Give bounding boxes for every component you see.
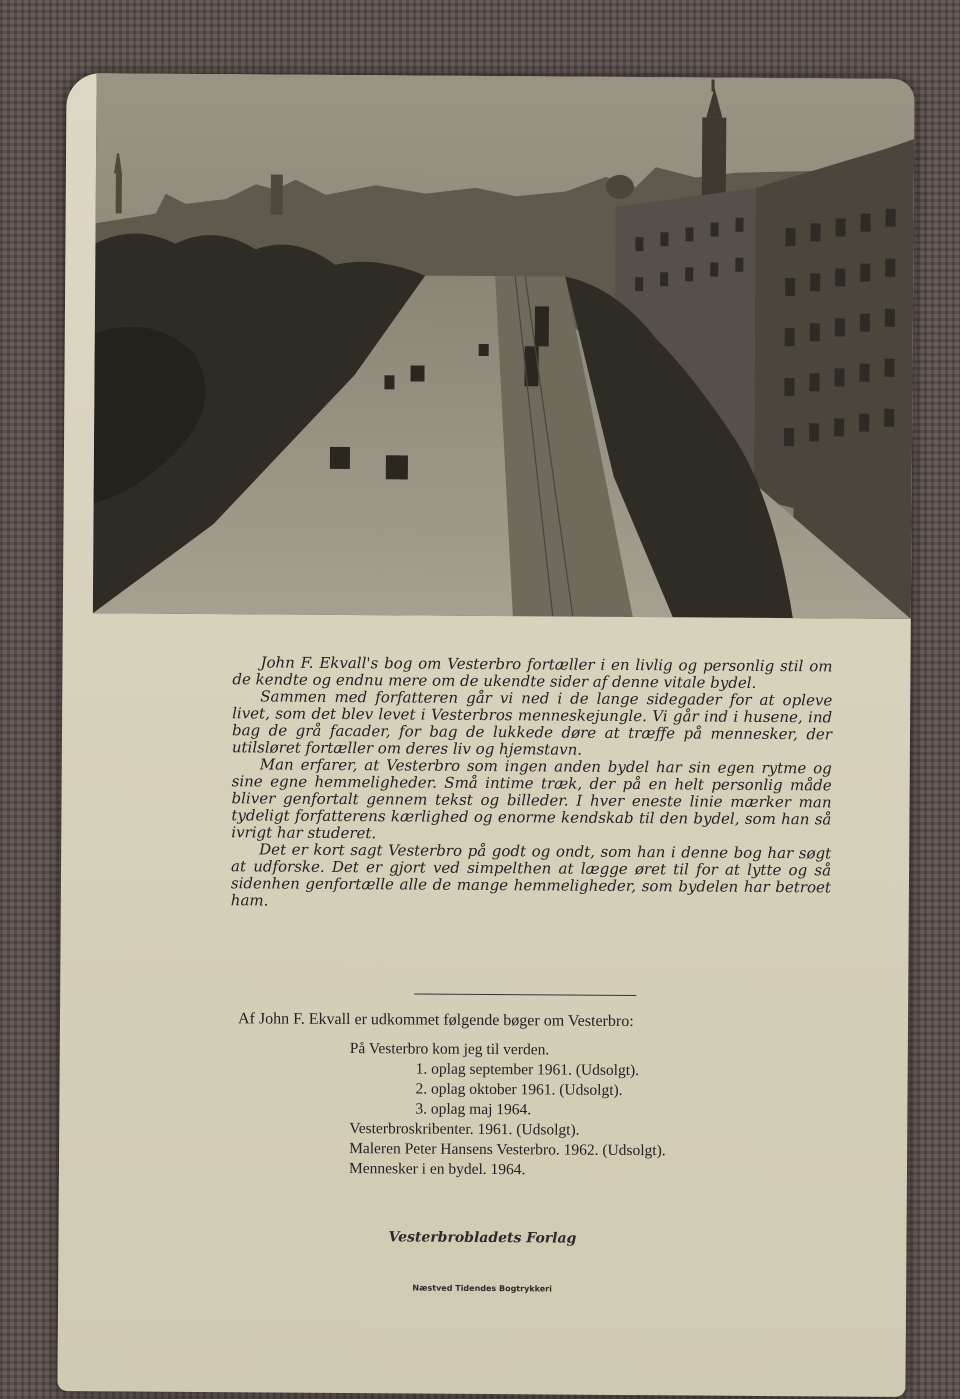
description-paragraph-2: Sammen med forfatteren går vi ned i de lange sidegader for at opleve livet, som det blev levet i Vesterbros menneskejungle. Vi går ind i husene, ind bag de grå facader, for bag de lukkede døre at træffe på mennesker, der utilsløret fortæller om deres liv og hjemstavn. — [231, 687, 833, 759]
bibliography-heading: Af John F. Ekvall er udkommet følgende bøger om Vesterbro: — [237, 1010, 634, 1031]
section-divider — [414, 994, 636, 997]
description-paragraph-4: Det er kort sagt Vesterbro på godt og ondt, som han i denne bog har søgt at udforske. Det er gjort ved simpelthen at lægge øret til for at lytte og så sidenhen genfortælle alle de mange hemmeligheder, som bydelen har betroet ham. — [230, 840, 832, 910]
printer-name: Næstved Tidendes Bogtrykkeri — [412, 1283, 552, 1294]
street-photograph — [93, 73, 915, 619]
bibliography-entry: Vesterbroskribenter. 1961. (Udsolgt). — [349, 1120, 580, 1139]
bibliography-entry: 1. oplag september 1961. (Udsolgt). — [415, 1060, 640, 1080]
publisher-name: Vesterbrobladets Forlag — [388, 1229, 577, 1247]
bibliography-list — [349, 1039, 850, 1182]
bibliography-entry: 2. oplag oktober 1961. (Udsolgt). — [415, 1080, 623, 1099]
bibliography-entry: 3. oplag maj 1964. — [415, 1100, 532, 1119]
description-paragraph-3: Man erfarer, at Vesterbro som ingen anden bydel har sin egen rytme og sine egne hemmeligheder. Små intime træk, der på en helt personlig måde bliver genfortalt gennem tekst og billeder. I hver eneste linie mærker man tydeligt forfatterens kærlighed og enorme kendskab til den bydel, som han så ivrigt har studeret. — [231, 755, 832, 843]
book-back-cover — [57, 73, 914, 1397]
description-paragraph-1: John F. Ekvall's bog om Vesterbro fortæller i en livlig og personlig stil om de kendte og endnu mere om de ukendte sider af denne vitale bydel. — [232, 653, 833, 692]
description-text — [231, 654, 833, 913]
bibliography-entry: Mennesker i en bydel. 1964. — [348, 1160, 526, 1179]
bibliography-entry: Maleren Peter Hansens Vesterbro. 1962. (Udsolgt). — [349, 1140, 666, 1160]
bibliography-entry: På Vesterbro kom jeg til verden. — [349, 1040, 550, 1059]
street-scene-illustration — [93, 73, 915, 619]
